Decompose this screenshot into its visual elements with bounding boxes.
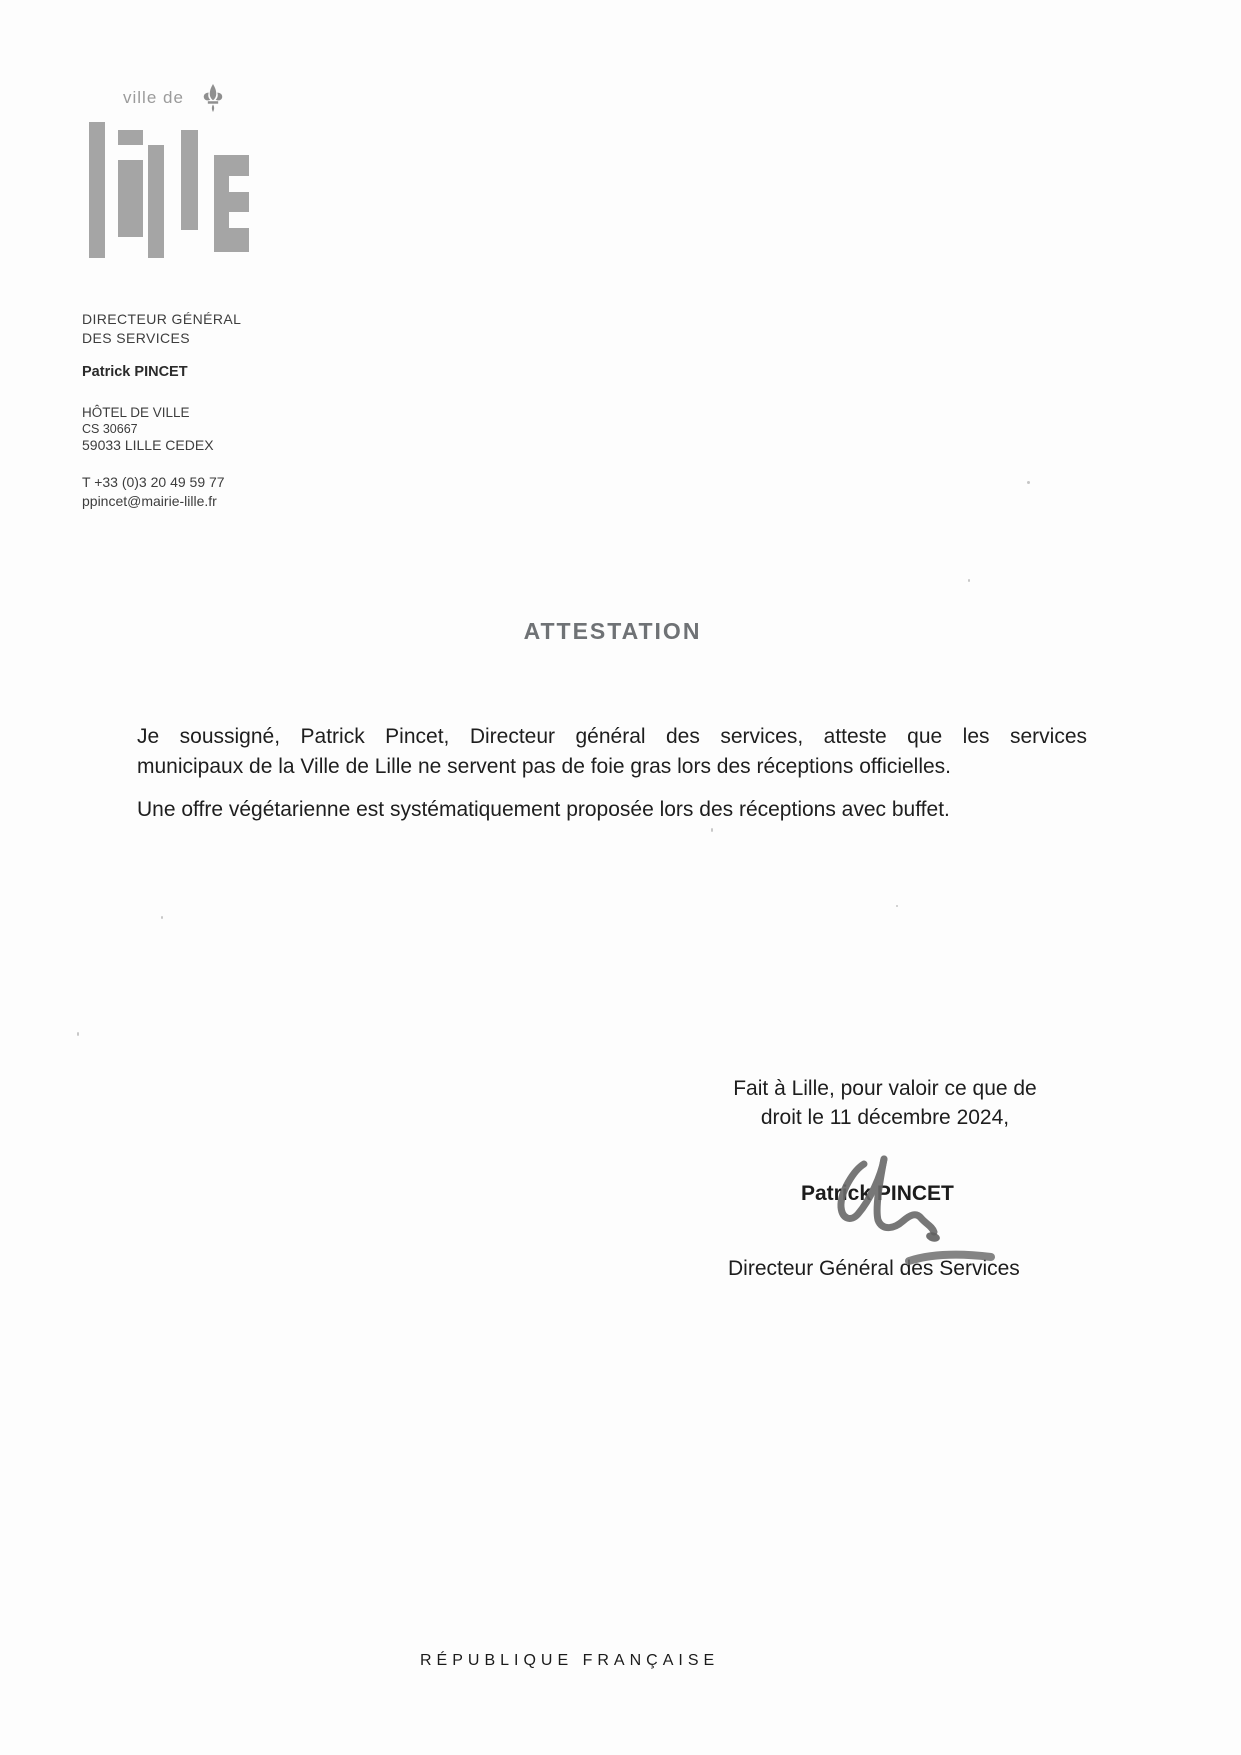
sender-phone: T +33 (0)3 20 49 59 77 bbox=[82, 474, 225, 490]
footer-republique-francaise: RÉPUBLIQUE FRANÇAISE bbox=[420, 1652, 720, 1669]
closing-line1: Fait à Lille, pour valoir ce que de bbox=[733, 1077, 1037, 1100]
wordmark-bar-l2 bbox=[148, 145, 164, 258]
scan-speck bbox=[896, 905, 898, 907]
wordmark-letter-e bbox=[214, 155, 249, 252]
body-paragraph-1 bbox=[137, 722, 1087, 782]
scan-speck bbox=[77, 1032, 79, 1036]
sender-address-line1: HÔTEL DE VILLE bbox=[82, 405, 190, 420]
logo-tagline: ville de bbox=[123, 88, 184, 107]
body-paragraph-1-line2: municipaux de la Ville de Lille ne servent pas de foie gras lors des réceptions officielles. bbox=[137, 755, 952, 778]
sender-role-line2: DES SERVICES bbox=[82, 330, 191, 346]
wordmark-bar-l3 bbox=[181, 130, 198, 230]
scan-speck bbox=[711, 828, 713, 832]
closing-place-date bbox=[630, 1074, 1140, 1132]
fleur-de-lis-icon bbox=[201, 84, 225, 117]
wordmark-bar-i-dot bbox=[118, 130, 143, 145]
body-paragraph-1-line1: Je soussigné, Patrick Pincet, Directeur général des services, atteste que les services bbox=[137, 725, 1087, 748]
body-paragraph-2: Une offre végétarienne est systématiquement proposée lors des réceptions avec buffet. bbox=[137, 798, 950, 821]
sender-email: ppincet@mairie-lille.fr bbox=[82, 493, 217, 509]
sender-name: Patrick PINCET bbox=[82, 364, 188, 380]
signatory-title: Directeur Général des Services bbox=[728, 1257, 1020, 1280]
sender-address-line3: 59033 LILLE CEDEX bbox=[82, 437, 214, 453]
signature-strike-mark bbox=[903, 1248, 998, 1270]
scan-speck bbox=[1027, 481, 1030, 484]
handwritten-signature bbox=[820, 1140, 960, 1250]
signatory-name: Patrick PINCET bbox=[801, 1182, 954, 1205]
closing-line2: droit le 11 décembre 2024, bbox=[760, 1106, 1010, 1129]
scan-speck bbox=[968, 579, 970, 582]
sender-address-line2: CS 30667 bbox=[82, 422, 138, 436]
wordmark-bar-i bbox=[118, 160, 143, 237]
scan-speck bbox=[161, 916, 163, 919]
wordmark-bar-l1 bbox=[89, 122, 105, 258]
sender-role-line1: DIRECTEUR GÉNÉRAL bbox=[82, 311, 242, 327]
document-title: ATTESTATION bbox=[523, 618, 702, 644]
